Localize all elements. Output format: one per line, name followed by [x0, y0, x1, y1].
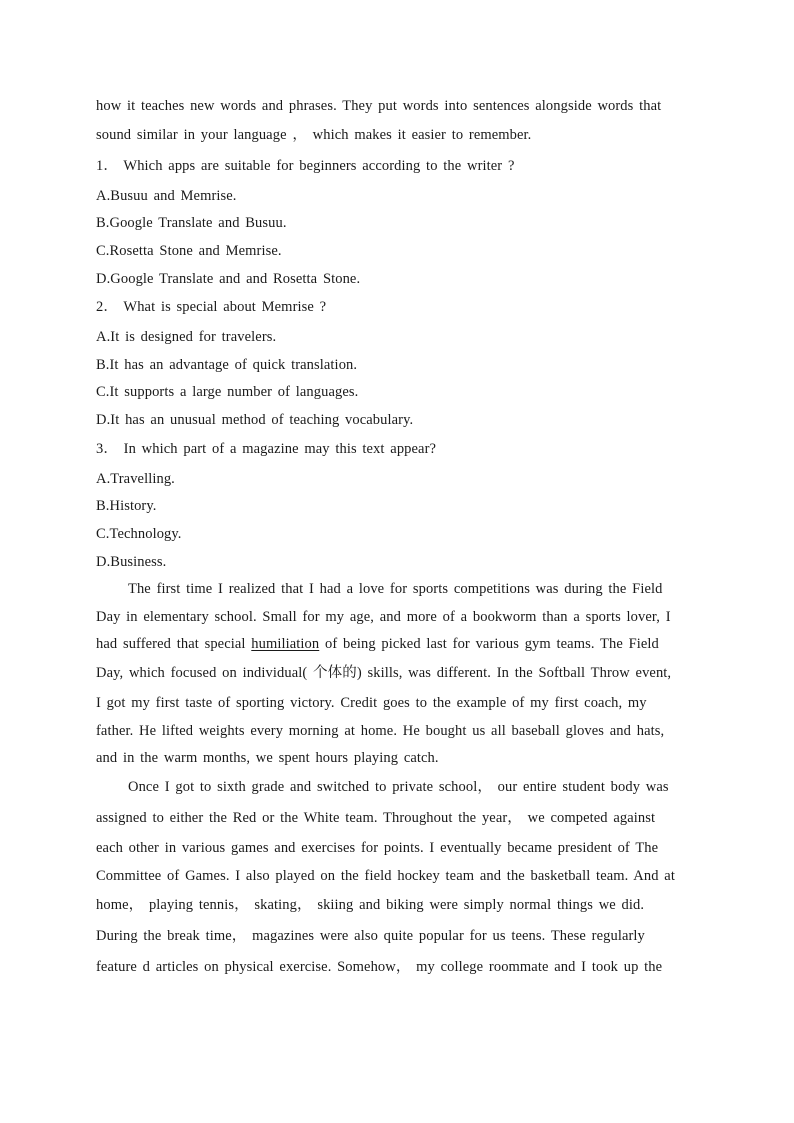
passage-p2-line-5: home， playing tennis， skating， skiing and biking were simply normal things we did.	[96, 897, 645, 913]
question-3-stem: 3． In which part of a magazine may this text appear?	[96, 441, 437, 457]
passage-p1-line-3-pre: had suffered that special	[96, 636, 252, 652]
question-3-option-c: C.Technology.	[96, 526, 182, 542]
passage-p1-line-4: Day, which focused on individual( 个体的) skills, was different. In the Softball Throw event,	[96, 665, 672, 681]
question-2-stem: 2． What is special about Memrise ?	[96, 299, 327, 315]
passage-p2-line-3: each other in various games and exercises for points. I eventually became president of The	[96, 840, 659, 856]
passage-p1-line-6: father. He lifted weights every morning at home. He bought us all baseball gloves and hats,	[96, 723, 665, 739]
question-2-option-a: A.It is designed for travelers.	[96, 329, 277, 345]
intro-line-2: sound similar in your language ， which makes it easier to remember.	[96, 127, 532, 143]
passage-p2-line-1: Once I got to sixth grade and switched to private school， our entire student body was	[128, 779, 669, 795]
passage-p1-line-1: The first time I realized that I had a love for sports competitions was during the Field	[128, 581, 663, 597]
passage-p1-line-5: I got my first taste of sporting victory. Credit goes to the example of my first coach, my	[96, 695, 647, 711]
question-3-option-d: D.Business.	[96, 554, 167, 570]
passage-p2-line-6: During the break time， magazines were also quite popular for us teens. These regularly	[96, 928, 645, 944]
intro-line-1: how it teaches new words and phrases. They put words into sentences alongside words that	[96, 98, 662, 114]
question-2-option-d: D.It has an unusual method of teaching vocabulary.	[96, 412, 414, 428]
underlined-word: humiliation	[251, 636, 320, 652]
question-1-option-b: B.Google Translate and Busuu.	[96, 215, 287, 231]
question-1-stem: 1． Which apps are suitable for beginners according to the writer ?	[96, 158, 515, 174]
passage-p1-line-3-post: of being picked last for various gym teams. The Field	[319, 636, 659, 652]
passage-p1-line-7: and in the warm months, we spent hours playing catch.	[96, 750, 439, 766]
passage-p2-line-7: feature d articles on physical exercise. Somehow， my college roommate and I took up the	[96, 959, 663, 975]
question-2-option-b: B.It has an advantage of quick translation.	[96, 357, 358, 373]
passage-p1-line-3	[96, 635, 659, 653]
passage-p2-line-4: Committee of Games. I also played on the field hockey team and the basketball team. And at	[96, 868, 675, 884]
question-1-option-d: D.Google Translate and and Rosetta Stone.	[96, 271, 361, 287]
question-3-option-a: A.Travelling.	[96, 471, 175, 487]
question-2-option-c: C.It supports a large number of languages.	[96, 384, 359, 400]
question-1-option-a: A.Busuu and Memrise.	[96, 188, 237, 204]
passage-p2-line-2: assigned to either the Red or the White team. Throughout the year， we competed against	[96, 810, 656, 826]
passage-p1-line-2: Day in elementary school. Small for my age, and more of a bookworm than a sports lover, I	[96, 609, 671, 625]
question-1-option-c: C.Rosetta Stone and Memrise.	[96, 243, 282, 259]
question-3-option-b: B.History.	[96, 498, 157, 514]
